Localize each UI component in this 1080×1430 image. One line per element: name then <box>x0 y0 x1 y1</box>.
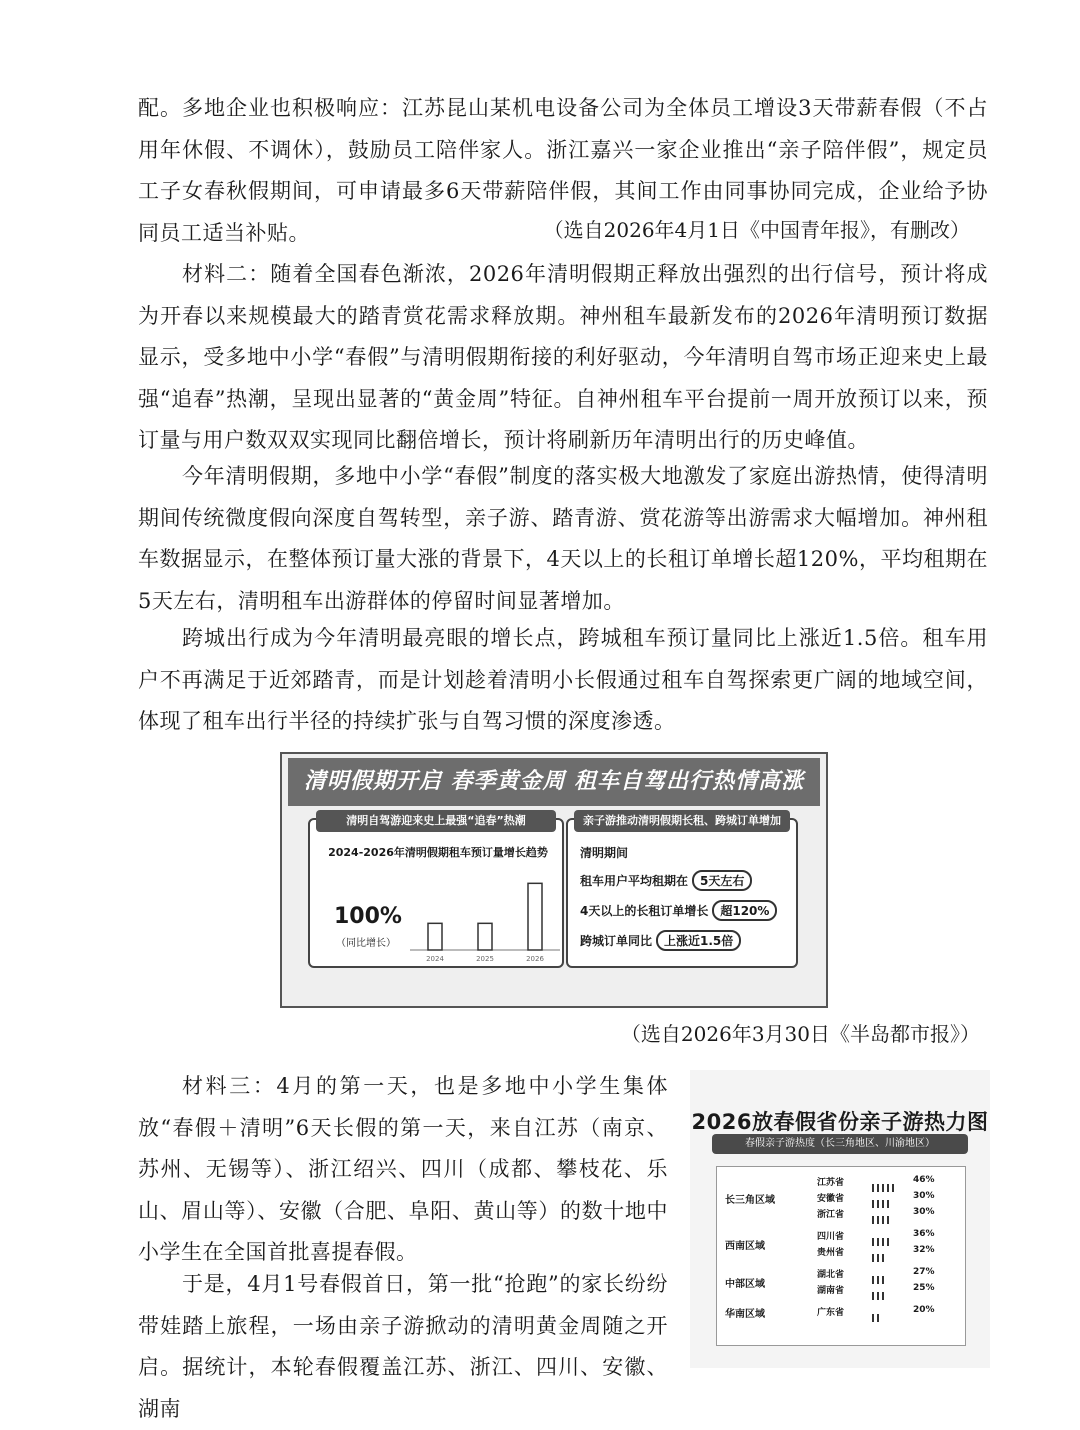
right-panel-head: 亲子游推动清明假期长租、跨城订单增加 <box>574 810 790 832</box>
heat-percent: 36% <box>913 1229 935 1239</box>
chart-title: 2024-2026年清明假期租车预订量增长趋势 <box>328 846 548 859</box>
heatmap-subtitle: 春假亲子游热度（长三角地区、川渝地区） <box>712 1134 968 1154</box>
heat-bar <box>872 1276 874 1284</box>
heatmap-title: 2026放春假省份亲子游热力图 <box>691 1110 989 1134</box>
tick-label-2024: 2024 <box>426 955 444 963</box>
heat-percent: 46% <box>913 1175 935 1185</box>
heatmap-infographic <box>690 1070 990 1368</box>
heat-bar <box>877 1238 879 1246</box>
bar-2025 <box>478 923 492 950</box>
region-label: 长三角区域 <box>725 1195 775 1206</box>
heat-percent: 30% <box>913 1191 935 1201</box>
heat-bar <box>877 1292 879 1300</box>
heat-bar <box>882 1292 884 1300</box>
province-label: 浙江省 <box>817 1210 845 1220</box>
left-panel-head: 清明自驾游迎来史上最强“追春”热潮 <box>316 810 556 832</box>
stat-row-1: 租车用户平均租期在 5天左右 <box>580 870 752 891</box>
province-label: 湖南省 <box>817 1286 845 1296</box>
heat-bars <box>872 1177 897 1185</box>
paragraph-material2: 材料二：随着全国春色渐浓，2026年清明假期正释放出强烈的出行信号，预计将成为开春以来规模最大的踏青赏花需求释放期。神州租车最新发布的2026年清明预订数据显示，受多地中小学“春假”与清明假期衔接的利好驱动，今年清明自驾市场正迎来史上最强“追春”热潮，呈现出显著的“黄金周”特征。自神州租车平台提前一周开放预订以来，预订量与用户数双双实现同比翻倍增长，预计将刷新历年清明出行的历史峰值。 <box>138 262 988 452</box>
heat-bar <box>882 1254 884 1262</box>
left-panel <box>308 814 564 968</box>
heat-bar <box>887 1216 889 1224</box>
heat-percent: 30% <box>913 1207 935 1217</box>
province-label: 四川省 <box>817 1232 845 1242</box>
heat-bars <box>872 1285 887 1293</box>
heat-bar <box>872 1200 874 1208</box>
big-value-note: （同比增长） <box>336 938 396 949</box>
heat-bar <box>877 1254 879 1262</box>
stat-row-2: 4天以上的长租订单增长 超120% <box>580 900 777 921</box>
heat-bar <box>887 1200 889 1208</box>
bar-2026 <box>528 883 542 950</box>
heat-bar <box>872 1292 874 1300</box>
heat-percent: 32% <box>913 1245 935 1255</box>
paragraph-material2-cross-city: 跨城出行成为今年清明最亮眼的增长点，跨城租车预订量同比上涨近1.5倍。租车用户不再满足于近郊踏青，而是计划趁着清明小长假通过租车自驾探索更广阔的地域空间，体现了租车出行半径的持续扩张与自驾习惯的深度渗透。 <box>138 626 988 733</box>
heat-bar <box>877 1184 879 1192</box>
province-label: 广东省 <box>817 1308 845 1318</box>
paragraph-material1-end: 配。多地企业也积极响应：江苏昆山某机电设备公司为全体员工增设3天带薪春假（不占用年休假、不调休），鼓励员工陪伴家人。浙江嘉兴一家企业推出“亲子陪伴假”，规定员工子女春秋假期间，可申请最多6天带薪陪伴假，其间工作由同事协同完成，企业给予协同员工适当补贴。 <box>138 96 988 245</box>
heat-bar <box>872 1238 874 1246</box>
paragraph-material3: 材料三：4月的第一天，也是多地中小学生集体放“春假＋清明”6天长假的第一天，来自江苏（南京、苏州、无锡等）、浙江绍兴、四川（成都、攀枝花、乐山、眉山等）、安徽（合肥、阜阳、黄山等）的数十地中小学生在全国首批喜提春假。 <box>138 1074 668 1264</box>
paragraph-material3-cont: 于是，4月1号春假首日，第一批“抢跑”的家长纷纷带娃踏上旅程，一场由亲子游掀动的清明黄金周随之开启。据统计，本轮春假覆盖江苏、浙江、四川、安徽、湖南 <box>138 1272 668 1421</box>
stat-value-2: 超120% <box>712 900 777 921</box>
heat-bars <box>872 1193 892 1201</box>
heatmap-table <box>716 1166 966 1346</box>
province-label: 贵州省 <box>817 1248 845 1258</box>
province-label: 湖北省 <box>817 1270 845 1280</box>
region-label: 华南区域 <box>725 1309 765 1320</box>
bar-chart <box>410 864 560 964</box>
heat-bar <box>892 1184 894 1192</box>
stat-row-3: 跨城订单同比 上涨近1.5倍 <box>580 930 741 951</box>
heat-percent: 27% <box>913 1267 935 1277</box>
infographic-title: 清明假期开启 春季黄金周 租车自驾出行热情高涨 <box>288 758 820 806</box>
heat-bar <box>887 1184 889 1192</box>
heat-bars <box>872 1269 887 1277</box>
heat-bars <box>872 1307 882 1315</box>
heat-bar <box>882 1200 884 1208</box>
heat-bar <box>872 1184 874 1192</box>
source-citation-1: （选自2026年4月1日《中国青年报》，有删改） <box>543 218 970 242</box>
stat-value-3: 上涨近1.5倍 <box>656 930 741 951</box>
bar-2024 <box>428 923 442 950</box>
heat-bar <box>872 1216 874 1224</box>
heat-bars <box>872 1209 892 1217</box>
tick-label-2025: 2025 <box>476 955 494 963</box>
paragraph-material2-cont: 今年清明假期，多地中小学“春假”制度的落实极大地激发了家庭出游热情，使得清明期间传统微度假向深度自驾转型，亲子游、踏青游、赏花游等出游需求大幅增加。神州租车数据显示，在整体预订量大涨的背景下，4天以上的长租订单增长超120%，平均租期在5天左右，清明租车出游群体的停留时间显著增加。 <box>138 464 988 613</box>
big-value: 100% <box>334 904 402 929</box>
heat-bar <box>887 1238 889 1246</box>
region-label: 中部区域 <box>725 1279 765 1290</box>
heat-bar <box>882 1276 884 1284</box>
tick-label-2026: 2026 <box>526 955 544 963</box>
heat-bar <box>882 1238 884 1246</box>
heat-percent: 25% <box>913 1283 935 1293</box>
heat-bar <box>877 1276 879 1284</box>
heat-bars <box>872 1231 892 1239</box>
infographic-rental <box>280 752 828 1008</box>
province-label: 江苏省 <box>817 1178 845 1188</box>
right-heading: 清明期间 <box>580 846 629 860</box>
heat-bars <box>872 1247 887 1255</box>
heat-percent: 20% <box>913 1305 935 1315</box>
source-citation-2: （选自2026年3月30日《半岛都市报》） <box>620 1022 980 1046</box>
province-label: 安徽省 <box>817 1194 845 1204</box>
heat-bar <box>877 1314 879 1322</box>
right-panel <box>566 814 798 968</box>
heat-bar <box>872 1314 874 1322</box>
heat-bar <box>882 1216 884 1224</box>
heat-bar <box>882 1184 884 1192</box>
stat-value-1: 5天左右 <box>692 870 752 891</box>
heat-bar <box>877 1216 879 1224</box>
heat-bar <box>872 1254 874 1262</box>
heat-bar <box>877 1200 879 1208</box>
region-label: 西南区域 <box>725 1241 765 1252</box>
